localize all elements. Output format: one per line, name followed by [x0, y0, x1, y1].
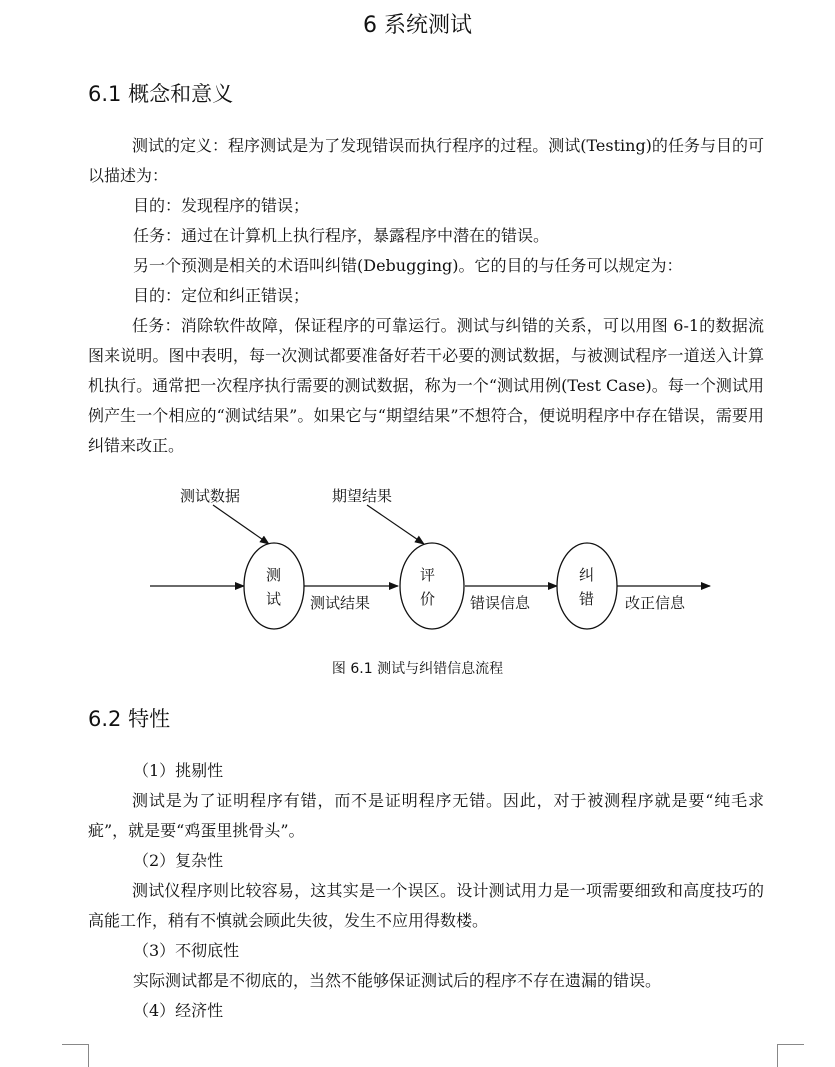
arrow-test-data	[213, 505, 269, 544]
section-heading-characteristics: 6.2 特性	[88, 707, 171, 731]
item-3-title: （3）不彻底性	[133, 941, 240, 960]
section-heading-concept: 6.1 概念和意义	[88, 82, 234, 106]
item-4-title: （4）经济性	[133, 1001, 224, 1020]
arrow-expected-result	[367, 505, 424, 544]
label-fix-info: 改正信息	[625, 594, 686, 612]
item-1-body: 测试是为了证明程序有错，而不是证明程序无错。因此，对于被测程序就是要“纯毛求疵”，就是要“鸡蛋里挑骨头”。	[88, 791, 764, 840]
label-expected-result: 期望结果	[332, 487, 393, 505]
page-title: 6 系统测试	[363, 13, 472, 38]
item-2-title: （2）复杂性	[133, 851, 224, 870]
item-3-body: 实际测试都是不彻底的，当然不能够保证测试后的程序不存在遗漏的错误。	[133, 971, 662, 990]
node-test-char-1: 测	[266, 566, 282, 584]
figure-caption: 图 6.1 测试与纠错信息流程	[331, 661, 504, 677]
paragraph-task-2: 任务：消除软件故障，保证程序的可靠运行。测试与纠错的关系，可以用图 6-1的数据流图来说明。图中表明，每一次测试都要准备好若干必要的测试数据，与被测试程序一道送入计算机执行。通常把一次程序执行需要的测试数据，称为一个“测试用例(Test Case)。每一个测试用例产生一个相应的“测试结果”。如果它与“期望结果”不想符合，便说明程序中存在错误，需要用纠错来改正。	[88, 316, 764, 455]
node-fix-circle	[557, 543, 617, 629]
page-corner-mark-left	[62, 1044, 89, 1067]
line-goal-1: 目的：发现程序的错误；	[133, 196, 310, 215]
node-test-circle	[244, 543, 304, 629]
page-corner-mark-right	[777, 1044, 804, 1067]
item-1-title: （1）挑剔性	[133, 761, 224, 780]
flow-diagram	[0, 470, 835, 670]
label-test-result: 测试结果	[310, 594, 371, 612]
node-eval-char-1: 评	[420, 566, 436, 584]
label-test-data: 测试数据	[180, 487, 241, 505]
label-error-info: 错误信息	[470, 594, 531, 612]
node-fix-char-2: 错	[579, 590, 595, 608]
item-2-body: 测试仪程序则比较容易，这其实是一个误区。设计测试用力是一项需要细致和高度技巧的高能工作，稍有不慎就会顾此失彼，发生不应用得数楼。	[88, 881, 764, 930]
node-eval-circle	[400, 543, 464, 629]
line-debugging: 另一个预测是相关的术语叫纠错(Debugging)。它的目的与任务可以规定为：	[133, 256, 683, 275]
line-task-1: 任务：通过在计算机上执行程序，暴露程序中潜在的错误。	[133, 226, 550, 245]
paragraph-definition: 测试的定义：程序测试是为了发现错误而执行程序的过程。测试(Testing)的任务与目的可以描述为：	[88, 136, 764, 185]
node-fix-char-1: 纠	[579, 566, 595, 584]
node-test-char-2: 试	[266, 590, 282, 608]
line-goal-2: 目的：定位和纠正错误；	[133, 286, 310, 305]
node-eval-char-2: 价	[420, 590, 436, 608]
